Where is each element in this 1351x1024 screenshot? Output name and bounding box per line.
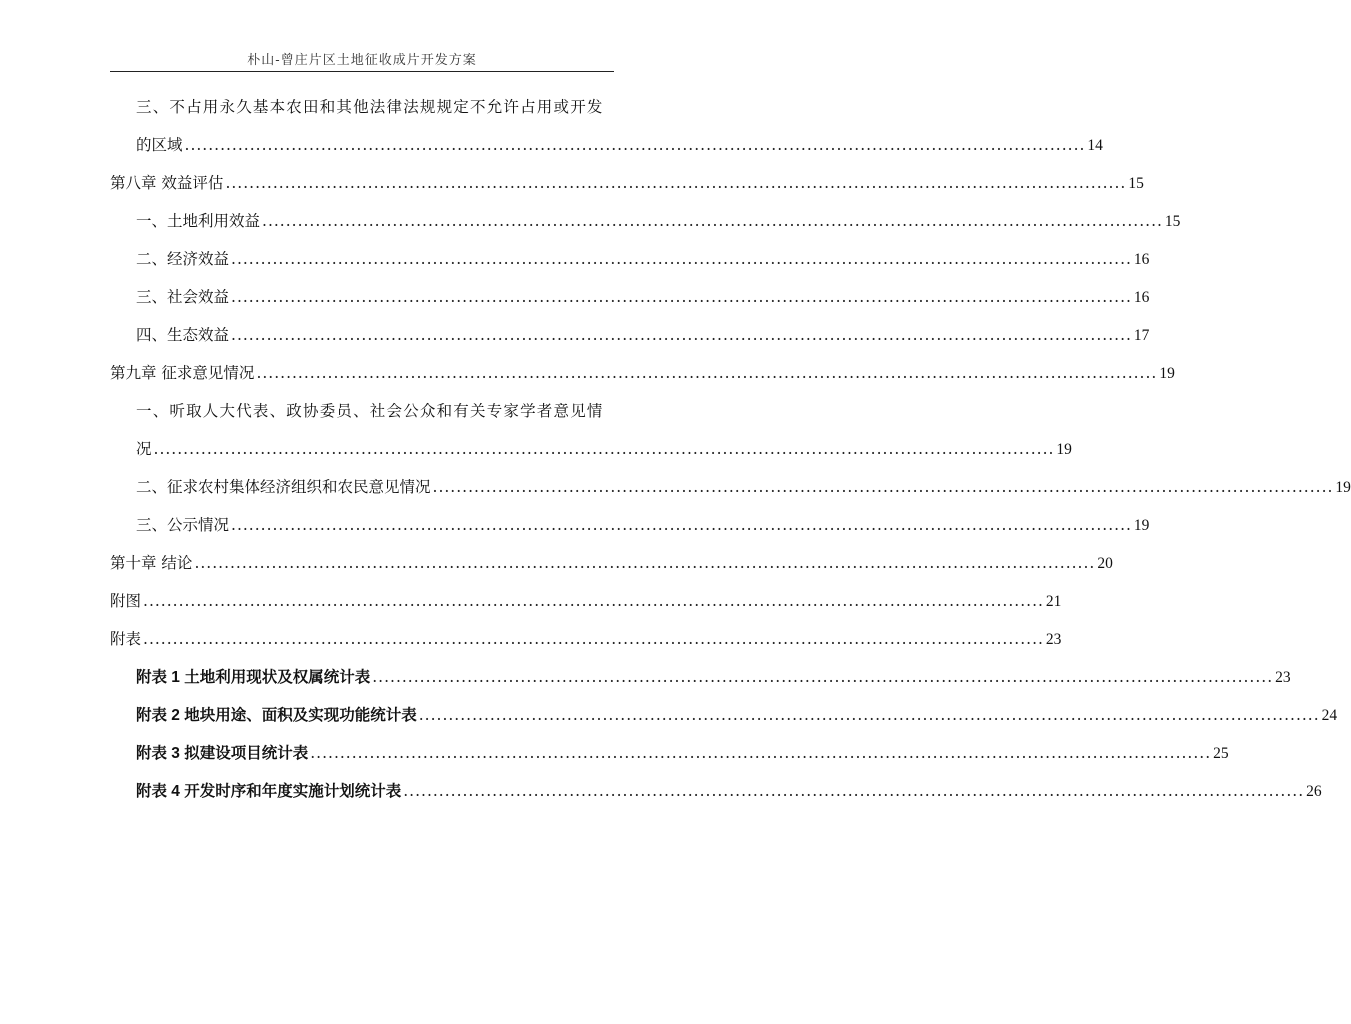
dot-leader: ........................................................................................................................................................: [403, 782, 1305, 800]
toc-page-number: 23: [1045, 631, 1062, 648]
toc-entry-9-3[interactable]: [136, 514, 1150, 537]
toc-entry-3-3[interactable]: [136, 134, 1103, 157]
dot-leader: ........................................................................................................................................................: [184, 136, 1086, 154]
dot-leader: ........................................................................................................................................................: [143, 630, 1044, 648]
toc-entry-8-3[interactable]: [136, 286, 1150, 309]
toc-page-number: 16: [1133, 251, 1150, 268]
toc-appendix-tables[interactable]: [110, 628, 1062, 651]
toc-entry-label: 附图: [110, 592, 142, 610]
toc-entry-label: 附表 2 地块用途、面积及实现功能统计表: [136, 707, 417, 724]
header-rule: [110, 71, 614, 72]
toc-page-number: 23: [1275, 669, 1291, 686]
toc-entry-label: 第十章 结论: [110, 554, 193, 572]
toc-page-number: 21: [1045, 593, 1062, 610]
toc-page-number: 17: [1133, 327, 1150, 344]
toc-page-number: 19: [1159, 365, 1175, 382]
toc-entry-9-1[interactable]: [136, 438, 1072, 461]
toc-entry-label: 四、生态效益: [136, 326, 230, 344]
toc-chapter-9[interactable]: [110, 362, 1175, 385]
toc-page-number: 15: [1164, 213, 1181, 230]
toc-page-number: 14: [1087, 137, 1103, 154]
toc-page-number: 20: [1097, 555, 1113, 572]
toc-entry-label: 附表 3 拟建设项目统计表: [136, 745, 309, 762]
running-header: 朴山-曾庄片区土地征收成片开发方案: [247, 53, 477, 68]
toc-entry-label: 附表: [110, 630, 142, 648]
dot-leader: ........................................................................................................................................................: [231, 326, 1132, 344]
toc-entry-3-3-line1[interactable]: 三、不占用永久基本农田和其他法律法规规定不允许占用或开发: [136, 98, 604, 116]
toc-entry-9-1-line1[interactable]: 一、听取人大代表、政协委员、社会公众和有关专家学者意见情: [136, 402, 604, 420]
toc-table-2[interactable]: [136, 704, 1338, 727]
dot-leader: ........................................................................................................................................................: [143, 592, 1044, 610]
dot-leader: ........................................................................................................................................................: [153, 440, 1055, 458]
toc-page-number: 19: [1335, 479, 1351, 496]
toc-table-3[interactable]: [136, 742, 1229, 765]
dot-leader: ........................................................................................................................................................: [231, 250, 1132, 268]
dot-leader: ........................................................................................................................................................: [231, 288, 1132, 306]
toc-entry-label: 第八章 效益评估: [110, 174, 224, 192]
toc-entry-label: 二、经济效益: [136, 250, 230, 268]
dot-leader: ........................................................................................................................................................: [194, 554, 1096, 572]
toc-entry-label: 的区域: [136, 136, 183, 154]
toc-page-number: 24: [1321, 707, 1338, 724]
dot-leader: ........................................................................................................................................................: [372, 668, 1274, 686]
toc-chapter-10[interactable]: [110, 552, 1113, 575]
dot-leader: ........................................................................................................................................................: [225, 174, 1127, 192]
toc-entry-9-2[interactable]: [136, 476, 1351, 499]
dot-leader: ........................................................................................................................................................: [432, 478, 1334, 496]
dot-leader: ........................................................................................................................................................: [262, 212, 1163, 230]
dot-leader: ........................................................................................................................................................: [256, 364, 1158, 382]
toc-appendix-figures[interactable]: [110, 590, 1062, 613]
toc-entry-label: 二、征求农村集体经济组织和农民意见情况: [136, 478, 431, 496]
toc-table-4[interactable]: [136, 780, 1322, 803]
dot-leader: ........................................................................................................................................................: [310, 744, 1212, 762]
toc-entry-label: 附表 4 开发时序和年度实施计划统计表: [136, 783, 402, 800]
toc-entry-label: 况: [136, 440, 152, 458]
toc-entry-8-2[interactable]: [136, 248, 1150, 271]
toc-page-number: 19: [1133, 517, 1150, 534]
toc-entry-8-4[interactable]: [136, 324, 1150, 347]
toc-page-number: 16: [1133, 289, 1150, 306]
toc-table-1[interactable]: [136, 666, 1291, 689]
toc-entry-label: 附表 1 土地利用现状及权属统计表: [136, 669, 371, 686]
toc-entry-8-1[interactable]: [136, 210, 1181, 233]
toc-entry-label: 三、社会效益: [136, 288, 230, 306]
dot-leader: ........................................................................................................................................................: [231, 516, 1132, 534]
toc-page-number: 26: [1306, 783, 1322, 800]
dot-leader: ........................................................................................................................................................: [418, 706, 1320, 724]
toc-page-number: 19: [1056, 441, 1072, 458]
toc-entry-label: 一、土地利用效益: [136, 212, 261, 230]
toc-page-number: 25: [1213, 745, 1229, 762]
toc-page-number: 15: [1128, 175, 1144, 192]
toc-entry-label: 三、公示情况: [136, 516, 230, 534]
toc-entry-label: 第九章 征求意见情况: [110, 364, 255, 382]
toc-chapter-8[interactable]: [110, 172, 1144, 195]
